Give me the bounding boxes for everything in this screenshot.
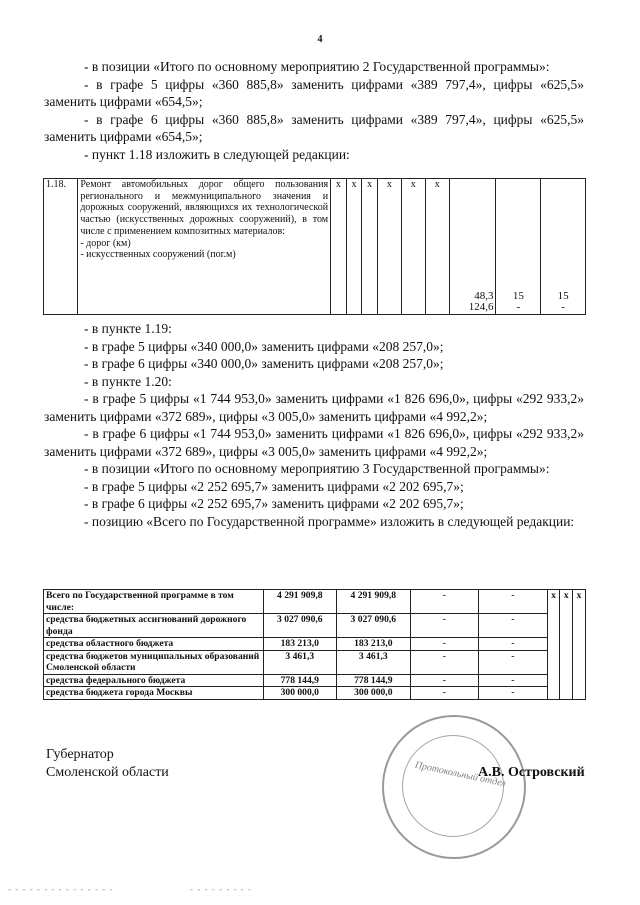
- intro-line: - в позиции «Итого по основному мероприятию 2 Государственной программы»:: [84, 59, 550, 74]
- signature-name: А.В. Островский: [478, 765, 585, 780]
- signature-title-line1: Губернатор: [46, 747, 114, 762]
- x-mark: х: [346, 179, 362, 315]
- middle-line: - в графе 5 цифры «1 744 953,0» заменить цифрами «1 826 696,0», цифры «292 933,2» заменить цифрами «372 689», цифры «3 005,0» заменить цифрами «4 992,2»;: [44, 391, 584, 424]
- col5-value: 3 461,3: [263, 650, 337, 674]
- value-a-structures: 124,6: [468, 301, 494, 314]
- value-col-c: [541, 179, 586, 315]
- middle-line: - в позиции «Итого по основному мероприятию 3 Государственной программы»:: [84, 461, 550, 476]
- signature-title-line2: Смоленской области: [46, 765, 169, 780]
- table-row: [44, 687, 586, 700]
- middle-line: - в графе 5 цифры «2 252 695,7» заменить цифрами «2 202 695,7»;: [84, 478, 464, 494]
- x-mark: х: [401, 179, 425, 315]
- col5-value: 778 144,9: [263, 674, 337, 687]
- middle-line: - в пункте 1.20:: [84, 373, 172, 389]
- intro-line: - в графе 6 цифры «360 885,8» заменить цифрами «389 797,4», цифры «625,5» заменить цифрами «654,5»;: [44, 111, 584, 144]
- col5-value: 300 000,0: [263, 687, 337, 700]
- official-stamp: [382, 715, 526, 859]
- dash: -: [410, 614, 479, 638]
- row-label: Всего по Государственной программе в том числе:: [44, 590, 264, 614]
- intro-line: - в графе 5 цифры «360 885,8» заменить цифрами «389 797,4», цифры «625,5» заменить цифрами «654,5»;: [44, 76, 584, 109]
- item-description: [78, 179, 331, 315]
- middle-line: - в графе 6 цифры «1 744 953,0» заменить цифрами «1 826 696,0», цифры «292 933,2» заменить цифрами «372 689», цифры «3 005,0» заменить цифрами «4 992,2»;: [44, 426, 584, 459]
- x-mark: х: [547, 590, 560, 700]
- item-number: 1.18.: [44, 179, 78, 315]
- dash: -: [410, 674, 479, 687]
- value-c-roads: 15: [557, 289, 569, 302]
- row-label: средства бюджетных ассигнований дорожного фонда: [44, 614, 264, 638]
- value-a-roads: 48,3: [474, 289, 494, 302]
- middle-line: - в графе 6 цифры «2 252 695,7» заменить цифрами «2 202 695,7»;: [84, 496, 464, 511]
- row-label: средства бюджетов муниципальных образований Смоленской области: [44, 650, 264, 674]
- table-row: [44, 638, 586, 651]
- x-mark: х: [425, 179, 449, 315]
- dash: -: [410, 650, 479, 674]
- stamp-text: Протокольный отдел: [413, 759, 507, 790]
- col6-value: 300 000,0: [337, 687, 411, 700]
- value-b-roads: 15: [512, 289, 524, 302]
- dash: -: [410, 687, 479, 700]
- middle-line: - позицию «Всего по Государственной программе» изложить в следующей редакции:: [84, 513, 575, 529]
- x-mark: х: [377, 179, 401, 315]
- col5-value: 4 291 909,8: [263, 590, 337, 614]
- value-col-a: [449, 179, 496, 315]
- middle-line: - в графе 6 цифры «340 000,0» заменить цифрами «208 257,0»;: [84, 356, 444, 371]
- item-desc-text: Ремонт автомобильных дорог общего пользования регионального и межмуниципального значения и дорожных сооружений, являющихся их технологической частью (искусственных дорожных сооружений), в том числе с применением композитных материалов:: [80, 179, 329, 237]
- x-mark: х: [560, 590, 573, 700]
- x-mark: х: [573, 590, 586, 700]
- col6-value: 3 461,3: [337, 650, 411, 674]
- middle-block: [44, 320, 584, 530]
- x-mark: х: [362, 179, 378, 315]
- row-label: средства федерального бюджета: [44, 674, 264, 687]
- middle-line: - в графе 5 цифры «340 000,0» заменить цифрами «208 257,0»;: [84, 338, 444, 354]
- intro-block: [44, 58, 584, 163]
- col6-value: 183 213,0: [337, 638, 411, 651]
- total-program-table: [43, 589, 586, 700]
- table-row: [44, 650, 586, 674]
- row-label: средства областного бюджета: [44, 638, 264, 651]
- row-label: средства бюджета города Москвы: [44, 687, 264, 700]
- dash: -: [410, 590, 479, 614]
- item-1-18-table: [43, 178, 586, 315]
- value-c-structures: -: [561, 301, 565, 314]
- footer-dots-right: - - - - - - - - -: [190, 884, 252, 894]
- intro-line: - пункт 1.18 изложить в следующей редакции:: [84, 146, 350, 162]
- footer-dots-left: - - - - - - - - - - - - - - -: [8, 884, 114, 894]
- col6-value: 3 027 090,6: [337, 614, 411, 638]
- table-row: [44, 614, 586, 638]
- dash: -: [479, 590, 548, 614]
- col6-value: 778 144,9: [337, 674, 411, 687]
- middle-line: - в пункте 1.19:: [84, 321, 172, 336]
- item-sub-structures: - искусственных сооружений (пог.м): [80, 249, 236, 261]
- dash: -: [479, 614, 548, 638]
- col5-value: 3 027 090,6: [263, 614, 337, 638]
- dash: -: [479, 650, 548, 674]
- x-mark: х: [331, 179, 347, 315]
- value-b-structures: -: [516, 301, 521, 314]
- dash: -: [479, 638, 548, 651]
- item-sub-roads: - дорог (км): [80, 237, 131, 249]
- dash: -: [479, 674, 548, 687]
- col5-value: 183 213,0: [263, 638, 337, 651]
- page-number: 4: [317, 34, 323, 45]
- table-row: [44, 674, 586, 687]
- signature-title: [46, 746, 169, 782]
- value-col-b: [496, 179, 541, 315]
- dash: -: [479, 687, 548, 700]
- table-row: [44, 590, 586, 614]
- dash: -: [410, 638, 479, 651]
- col6-value: 4 291 909,8: [337, 590, 411, 614]
